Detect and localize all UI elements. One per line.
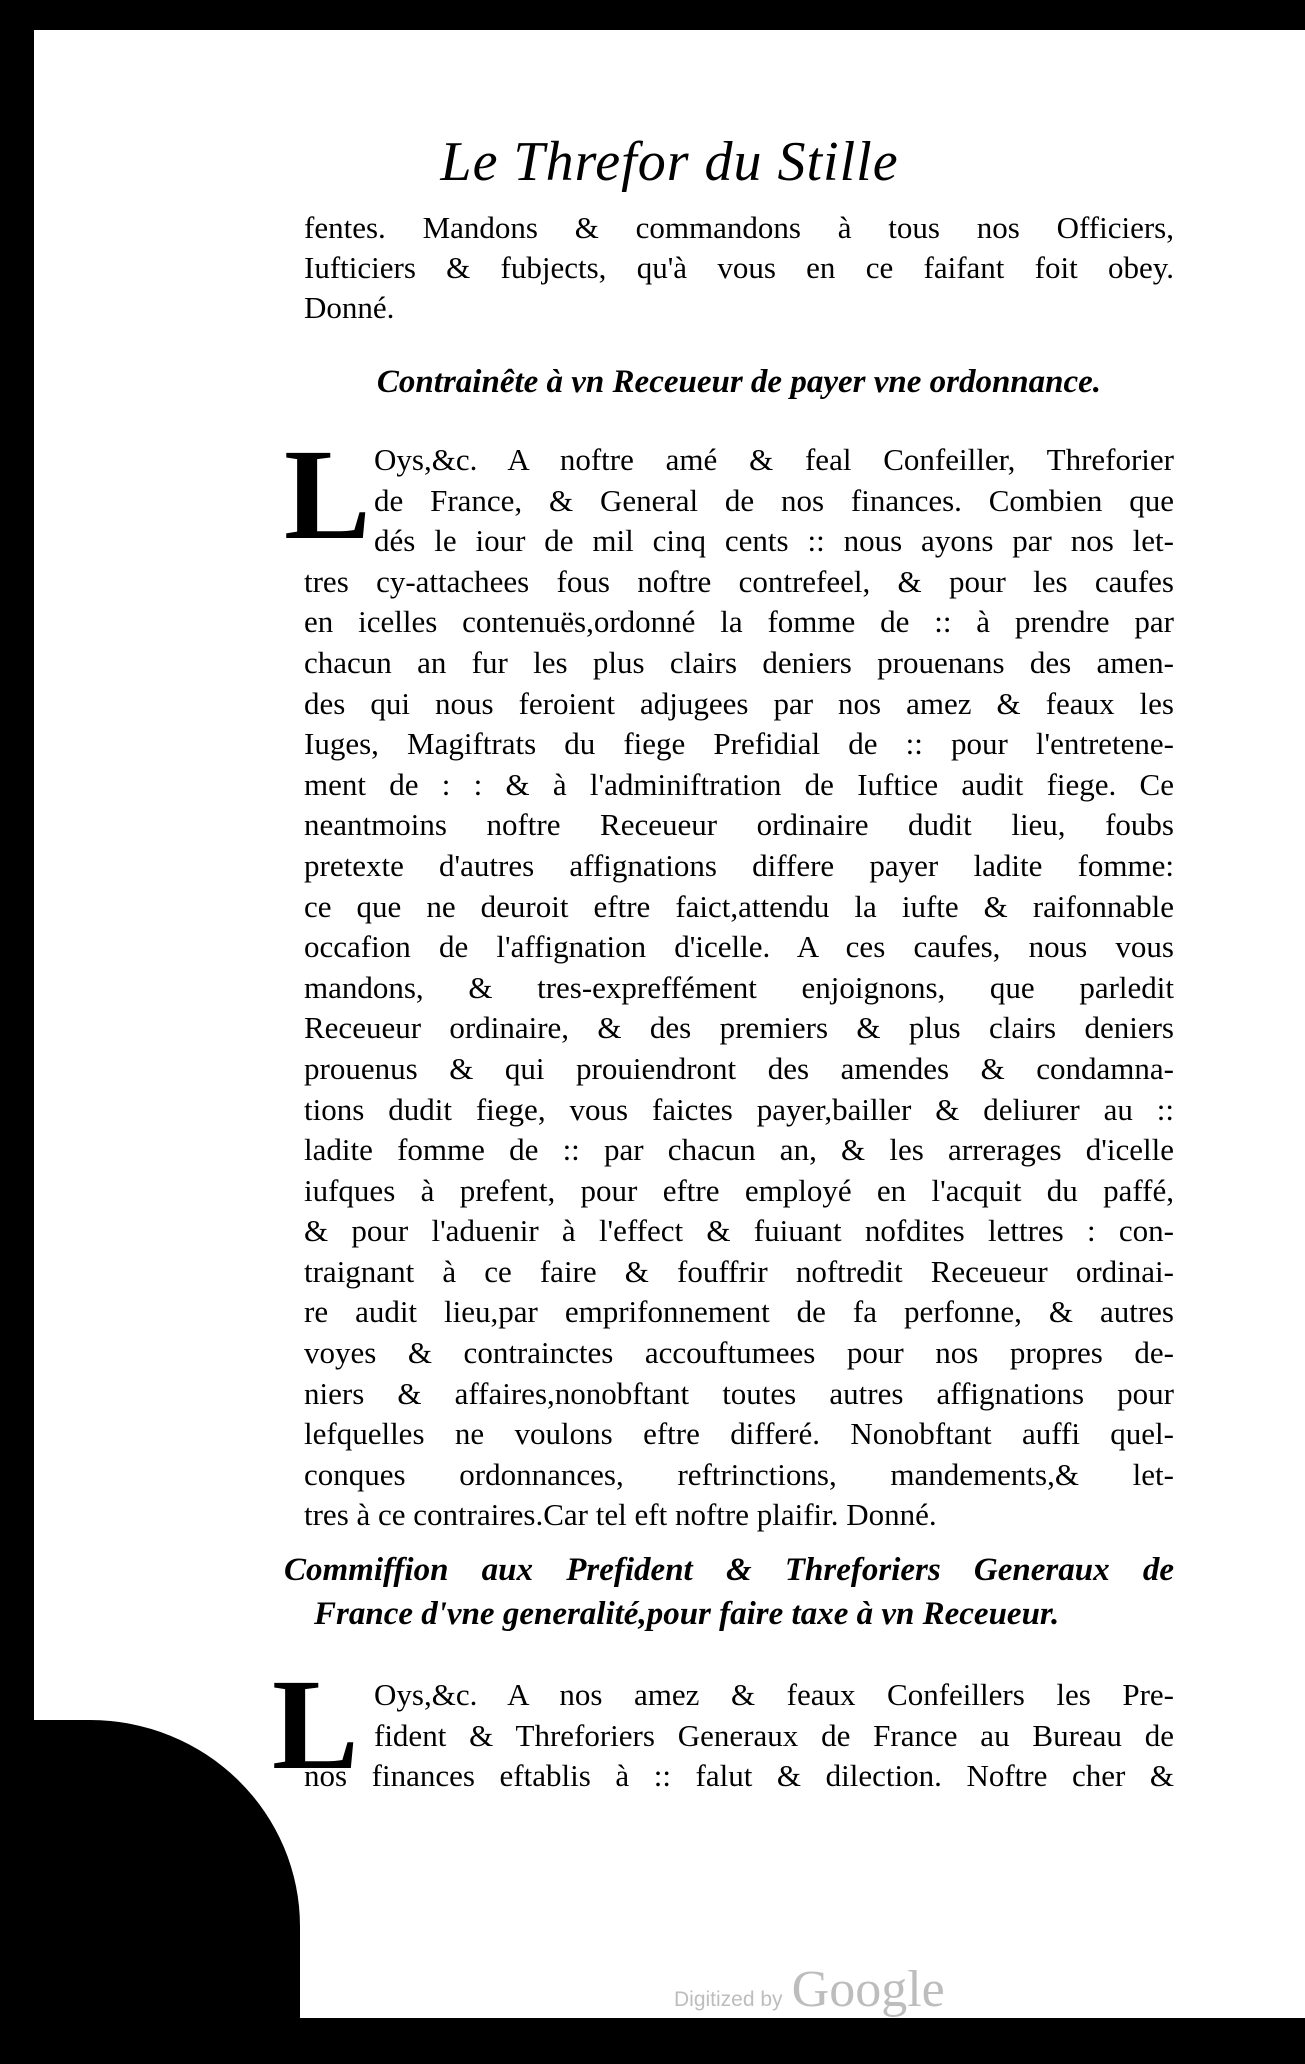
drop-cap: L (284, 423, 371, 567)
text-line: fident & Threforiers Generaux de France au Bureau de (374, 1717, 1174, 1753)
text-line: dés le iour de mil cinq cents :: nous ayons par nos let- (374, 523, 1174, 559)
text-line: iufques à prefent, pour eftre employé en l'acquit du paffé, (304, 1172, 1174, 1208)
running-head: Le Threfor du Stille (440, 131, 899, 193)
text-line: & pour l'aduenir à l'effect & fuiuant nofdites lettres : con- (304, 1213, 1174, 1249)
heading-line: Commiffion aux Prefident & Threforiers Generaux de (284, 1552, 1174, 1588)
text-line: conques ordonnances, reftrinctions, mandements,& let- (304, 1456, 1174, 1492)
text-line: pretexte d'autres affignations differe payer ladite fomme: (304, 847, 1174, 883)
digitization-watermark (674, 1960, 945, 2019)
text-line: de France, & General de nos finances. Combien que (374, 482, 1174, 518)
text-line: Oys,&c. A nos amez & feaux Confeillers les Pre- (374, 1677, 1174, 1712)
text-line: en icelles contenuës,ordonné la fomme de :: à prendre par (304, 604, 1174, 640)
text-line: lefquelles ne voulons eftre differé. Nonobftant auffi quel- (304, 1416, 1174, 1452)
text-line: tres à ce contraires.Car tel eft noftre plaifir. Donné. (304, 1497, 937, 1533)
watermark-brand: Google (791, 1961, 945, 2018)
text-line: ladite fomme de :: par chacun an, & les arrerages d'icelle (304, 1132, 1174, 1168)
text-line: chacun an fur les plus clairs deniers prouenans des amen- (304, 644, 1174, 680)
section-paragraph (304, 1675, 1174, 1797)
text-line: re audit lieu,par emprifonnement de fa perfonne, & autres (304, 1294, 1174, 1330)
text-line: voyes & contrainctes accouftumees pour nos propres de- (304, 1335, 1174, 1371)
text-line: Iufticiers & fubjects, qu'à vous en ce faifant foit obey. (304, 250, 1174, 285)
text-line: Donné. (304, 290, 395, 325)
text-line: Receueur ordinaire, & des premiers & plus clairs deniers (304, 1010, 1174, 1046)
scan-edge-bottom (0, 2018, 1305, 2064)
text-line: nos finances eftablis à :: falut & dilection. Noftre cher & (304, 1758, 1174, 1794)
opening-text (304, 208, 1174, 328)
drop-cap: L (272, 1653, 359, 1797)
text-line: occafion de l'affignation d'icelle. A ces caufes, nous vous (304, 929, 1174, 965)
text-line: traignant à ce faire & fouffrir noftredit Receueur ordinai- (304, 1253, 1174, 1289)
text-line: des qui nous feroient adjugees par nos amez & feaux les (304, 685, 1174, 721)
watermark-label: Digitized by (674, 1988, 783, 2011)
text-line: ce que ne deuroit eftre faict,attendu la iufte & raifonnable (304, 888, 1174, 924)
text-line: neantmoins noftre Receueur ordinaire dudit lieu, foubs (304, 807, 1174, 843)
text-line: ment de : : & à l'adminiftration de Iuftice audit fiege. Ce (304, 766, 1174, 802)
text-line: Oys,&c. A noftre amé & feal Confeiller, Threforier (374, 442, 1174, 477)
book-page (34, 30, 1305, 2020)
heading-line: France d'vne generalité,pour faire taxe à vn Receueur. (314, 1596, 1060, 1632)
section-heading (284, 1548, 1174, 1636)
section-heading: Contrainête à vn Receueur de payer vne ordonnance. (376, 364, 1102, 400)
text-line: fentes. Mandons & commandons à tous nos Officiers, (304, 210, 1174, 245)
text-line: prouenus & qui prouiendront des amendes & condamna- (304, 1050, 1174, 1086)
text-line: mandons, & tres-expreffément enjoignons, que parledit (304, 969, 1174, 1005)
text-line: niers & affaires,nonobftant toutes autres affignations pour (304, 1375, 1174, 1411)
section-paragraph (304, 440, 1174, 1536)
text-line: tres cy-attachees fous noftre contrefeel, & pour les caufes (304, 563, 1174, 599)
text-line: Iuges, Magiftrats du fiege Prefidial de :: pour l'entretene- (304, 726, 1174, 762)
text-line: tions dudit fiege, vous faictes payer,bailler & deliurer au :: (304, 1091, 1174, 1127)
